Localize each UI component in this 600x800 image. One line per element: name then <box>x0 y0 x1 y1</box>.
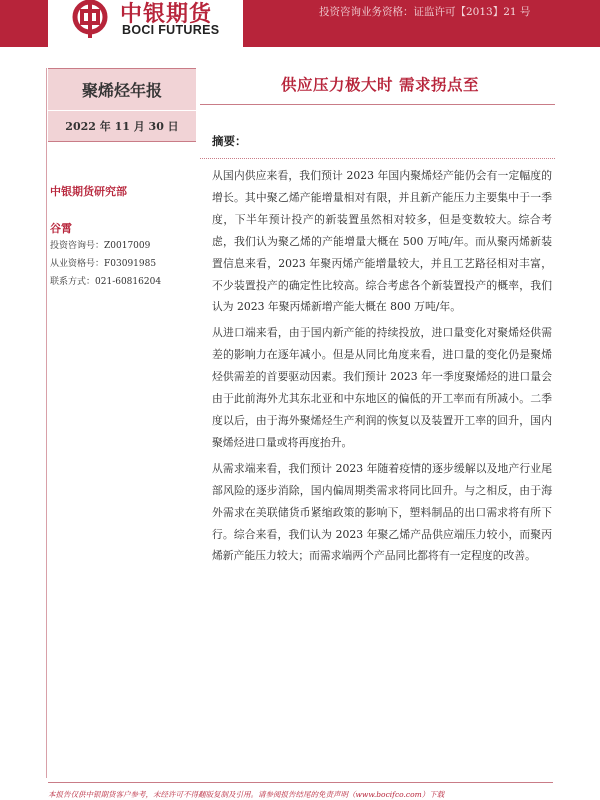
logo-chinese-name: 中银期货 <box>120 1 213 27</box>
paragraph-supply: 从国内供应来看，我们预计 2023 年国内聚烯烃产能仍会有一定幅度的增长。其中聚乙烯产能增量相对有限，并且新产能压力主要集中于一季度，下半年预计投产的新装置虽然相对较多，但是变数较大。综合考虑，我们认为聚乙烯的产能增量大概在 500 万吨/年。而从聚丙烯新装置信息来看，2023 年聚丙烯产能增量较大，并且工艺路径相对丰富，不少装置投产的确定性比较高。综合考虑各个新装置投产的概率，我们认为 2023 年聚丙烯新增产能大概在 800 万吨/年。 <box>212 169 552 314</box>
paragraph-import: 从进口端来看，由于国内新产能的持续投放，进口量变化对聚烯烃供需差的影响力在逐年减小。但是从同比角度来看，进口量的变化仍是聚烯烃供需差的首要驱动因素。我们预计 2023 年一季度聚烯烃的进口量会由于此前海外尤其东北亚和中东地区的偏低的开工率而有所减小。二季度以后，由于海外聚烯烃生产利润的恢复以及装置开工率的回升，国内聚烯烃进口量或将再度抬升。 <box>212 326 552 449</box>
footer-divider <box>48 782 553 783</box>
consult-number <box>50 238 150 251</box>
meta-value: 021-60816204 <box>95 277 162 287</box>
meta-value: Z0017009 <box>104 241 151 251</box>
title-divider <box>200 104 555 105</box>
abstract-body <box>212 165 552 571</box>
report-date: 2022 年 11 月 30 日 <box>65 120 179 133</box>
sidebar-divider <box>46 68 47 778</box>
footer-disclaimer: 本报告仅供中银期货客户参考，未经许可不得翻版复制及引用。请参阅报告结尾的免责声明（www.bocifco.com）下载 <box>48 790 445 799</box>
page-header <box>0 0 600 47</box>
contact-phone <box>50 274 161 287</box>
paragraph-demand: 从需求端来看，我们预计 2023 年随着疫情的逐步缓解以及地产行业尾部风险的逐步消除，国内偏周期类需求将同比回升。与之相反，由于海外需求在美联储货币紧缩政策的影响下，塑料制品的出口需求将有所下行。综合来看，我们认为 2023 年聚乙烯产品供应端压力较小，而聚丙烯新产能压力较大；而需求端两个产品同比都将有一定程度的改善。 <box>212 461 552 563</box>
main-title: 供应压力极大时 需求拐点至 <box>281 75 479 94</box>
meta-label: 联系方式： <box>50 277 96 287</box>
meta-value: F03091985 <box>104 259 157 269</box>
license-text: 投资咨询业务资格：证监许可【2013】21 号 <box>319 6 531 18</box>
abstract-divider <box>200 158 555 159</box>
report-title: 聚烯烃年报 <box>81 81 162 100</box>
boc-logo-icon <box>68 0 112 38</box>
company-logo <box>48 0 243 47</box>
report-date-box <box>48 111 196 142</box>
meta-label: 投资咨询号： <box>50 241 105 251</box>
meta-label: 从业资格号： <box>50 259 105 269</box>
abstract-label: 摘要： <box>212 134 247 148</box>
department-name: 中银期货研究部 <box>50 185 127 198</box>
analyst-name: 谷霄 <box>50 222 72 235</box>
qualification-number <box>50 256 156 269</box>
report-title-box <box>48 68 196 110</box>
logo-english-name: BOCI FUTURES <box>122 23 220 37</box>
